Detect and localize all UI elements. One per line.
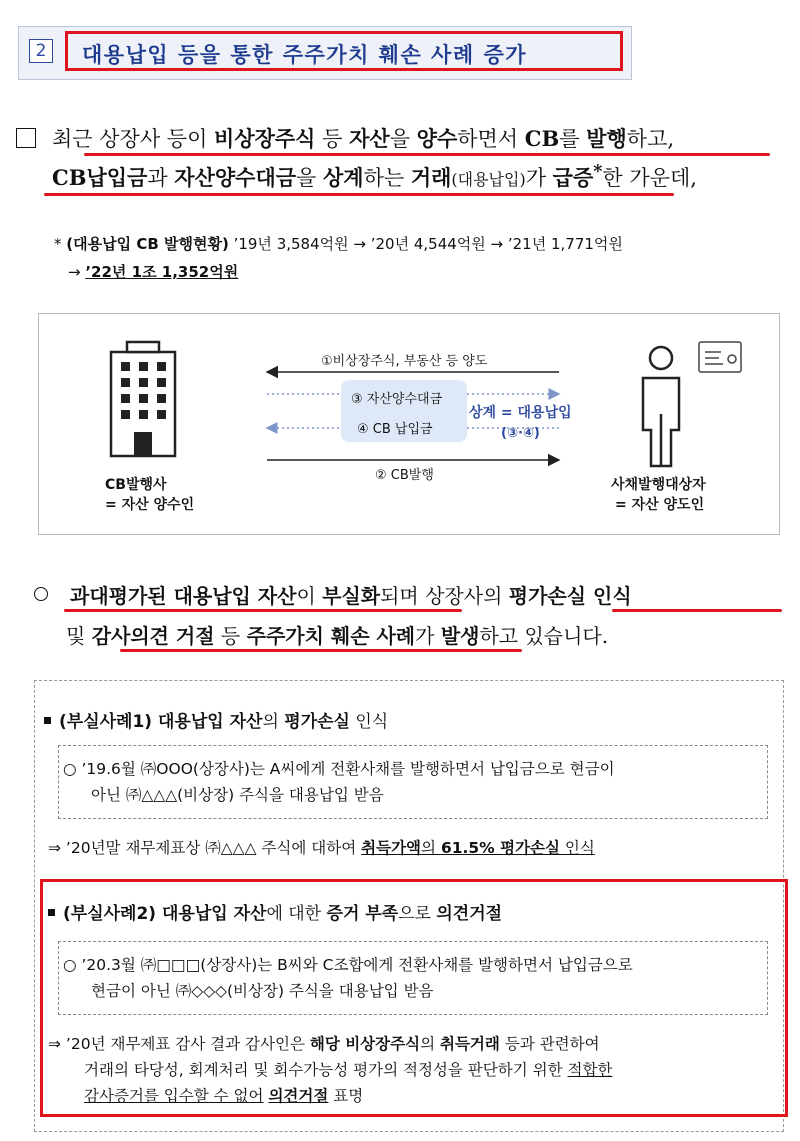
intro-line-1 <box>52 123 800 153</box>
text-segment: 급증 <box>552 165 594 190</box>
text-segment: 가 <box>415 624 441 648</box>
case1-detail-box <box>58 745 768 819</box>
text-segment: 등 <box>315 127 350 151</box>
section-header <box>18 26 632 80</box>
red-underline <box>612 609 782 612</box>
text-segment: 과 <box>147 166 175 190</box>
text-segment: 비상장주식 <box>214 126 316 151</box>
arrow-label-transfer: ①비상장주식, 부동산 등 양도 <box>321 354 488 369</box>
arrow-label-asset-payment: ③ 자산양수대금 <box>351 392 443 407</box>
case1-title: (부실사례1) 대용납입 자산의 평가손실 인식 <box>44 707 388 732</box>
text-segment: 을 <box>389 127 417 151</box>
case2-detail-line-2: 현금이 아닌 ㈜◇◇◇(비상장) 주식을 대용납입 받음 <box>91 982 434 1000</box>
case2-detail-line-1: ○ ’20.3월 ㈜□□□(상장사)는 B씨와 C조합에게 전환사채를 발행하면서 납입금으로 <box>63 956 633 974</box>
case2-title: (부실사례2) 대용납입 자산에 대한 증거 부족으로 의견거절 <box>48 899 502 924</box>
person-icon <box>643 347 679 466</box>
arrow-label-cb-issue: ② CB발행 <box>375 468 434 483</box>
text-segment: 평가손실 인식 <box>508 584 632 608</box>
issuer-sublabel: = 자산 양수인 <box>105 497 195 513</box>
arrow-label-cb-payment: ④ CB 납입금 <box>357 422 433 437</box>
text-segment: 과대평가된 대용납입 자산 <box>70 584 297 608</box>
offset-sublabel: (③·④) <box>501 426 540 441</box>
text-segment: 가 <box>525 166 553 190</box>
text-segment: 양수 <box>416 126 458 151</box>
bullet-square-small <box>44 717 51 724</box>
text-segment: 한 가운데, <box>602 166 697 190</box>
section-title-box <box>65 31 623 71</box>
red-underline <box>64 609 462 612</box>
text-segment: 부실화 <box>322 584 381 608</box>
case1-detail-line-2: 아닌 ㈜△△△(비상장) 주식을 대용납입 받음 <box>91 786 384 804</box>
text-segment: 를 <box>559 127 587 151</box>
text-segment: 발생 <box>440 624 480 648</box>
text-segment: 거래 <box>410 165 452 190</box>
section-number: 2 <box>29 39 53 63</box>
red-underline <box>84 153 770 156</box>
offset-label: 상계 = 대용납입 <box>469 405 572 421</box>
certificate-icon <box>699 342 741 372</box>
text-segment: 자산 <box>349 126 390 151</box>
footnote-line-2 <box>68 261 238 282</box>
bond-target-sublabel: = 자산 양도인 <box>615 497 705 513</box>
bullet-square-small <box>48 909 55 916</box>
text-segment: 하는 <box>363 166 411 190</box>
text-segment: 되며 상장사의 <box>380 584 509 608</box>
building-icon <box>111 342 175 456</box>
text-segment: 및 <box>66 624 92 648</box>
text-segment: 이 <box>296 584 323 608</box>
text-segment: (대용납입) <box>451 170 526 189</box>
bullet-circle <box>34 587 48 601</box>
case1-detail-line-1: ○ ’19.6월 ㈜OOO(상장사)는 A씨에게 전환사채를 발행하면서 납입금으로 현금이 <box>63 760 615 778</box>
text-segment: 발행 <box>586 126 627 151</box>
footnote-star: * <box>54 235 62 253</box>
circle-para-line-1 <box>34 580 632 609</box>
circle-para-line-2 <box>66 620 608 649</box>
intro-line-2 <box>52 162 800 192</box>
cb-offset-diagram <box>38 313 780 535</box>
text-segment: 자산양수대금 <box>174 165 297 190</box>
text-segment: 하고, <box>626 127 675 151</box>
issuer-label: CB발행사 <box>105 477 167 493</box>
text-segment: 하면서 <box>457 127 525 151</box>
case2-result-line-3: 감사증거를 입수할 수 없어 의견거절 표명 <box>84 1087 364 1105</box>
text-segment: CB납입금 <box>52 165 148 190</box>
section-title: 대용납입 등을 통한 주주가치 훼손 사례 증가 <box>82 43 528 67</box>
text-segment: 상계 <box>322 165 364 190</box>
text-segment: CB <box>524 126 560 151</box>
bullet-square <box>16 128 36 148</box>
text-segment: 감사의견 거절 <box>91 624 215 648</box>
red-underline <box>44 193 674 196</box>
text-segment: 주주가치 훼손 사례 <box>246 624 416 648</box>
case2-result-line-2: 거래의 타당성, 회계처리 및 회수가능성 평가의 적정성을 판단하기 위한 적합한 <box>84 1061 613 1079</box>
text-segment: * <box>593 162 603 182</box>
red-underline <box>120 649 522 652</box>
footnote-2022-value: ’22년 1조 1,352억원 <box>85 263 239 281</box>
text-segment: 을 <box>296 166 323 190</box>
text-segment: 하고 있습니다. <box>479 624 609 648</box>
text-segment: 등 <box>214 624 247 648</box>
footnote-label: (대용납입 CB 발행현황) <box>66 235 229 253</box>
footnote-values: ’19년 3,584억원 → ’20년 4,544억원 → ’21년 1,771억원 <box>228 235 623 253</box>
case2-detail-box <box>58 941 768 1015</box>
case2-result-line-1: ⇒ ’20년 재무제표 감사 결과 감사인은 해당 비상장주식의 취득거래 등과 관련하여 <box>48 1035 600 1053</box>
footnote-line-1 <box>54 233 623 254</box>
case1-result: ⇒ ’20년말 재무제표상 ㈜△△△ 주식에 대하여 취득가액의 61.5% 평가손실 인식 <box>48 839 595 857</box>
bond-target-label: 사채발행대상자 <box>611 477 706 493</box>
text-segment: 최근 상장사 등이 <box>52 127 215 151</box>
footnote-arrow: → <box>68 263 86 281</box>
